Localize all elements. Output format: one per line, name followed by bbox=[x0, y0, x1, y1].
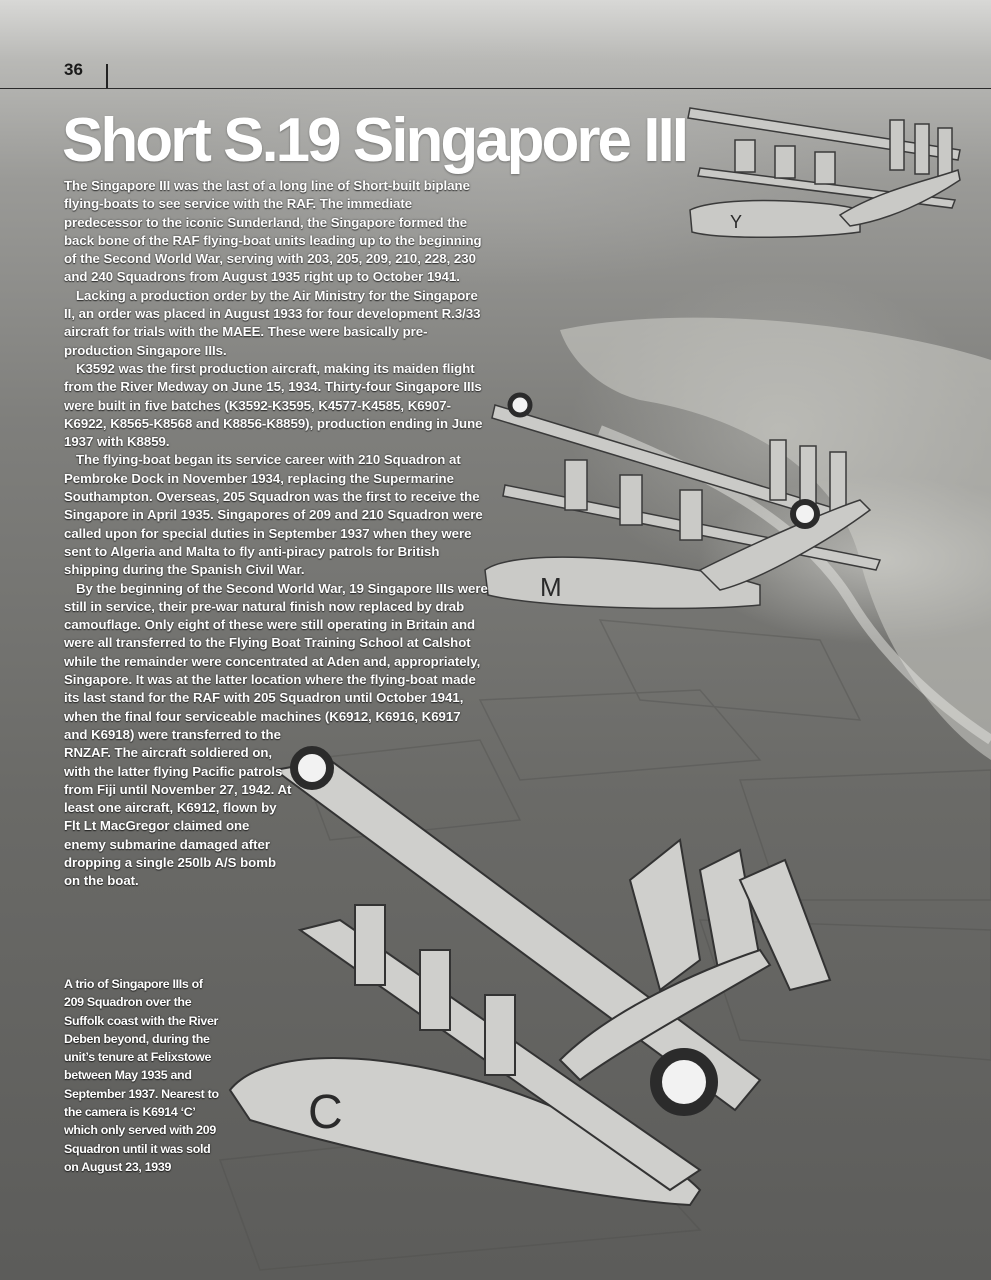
roundel-m-lower bbox=[793, 502, 817, 526]
photo-caption: A trio of Singapore IIIs of 209 Squadron over the Suffolk coast with the River Deben beyond, during the unit’s tenure at Felixstowe between May 1935 and September 1937. Nearest to the camera is K6914 ‘C’ which only served with 209 Squadron until it was sold on August 23, 1939 bbox=[64, 977, 219, 1174]
article-body bbox=[64, 177, 492, 891]
paragraph-rnzaf: and K6918) were transferred to the RNZAF. The aircraft soldiered on, with the latter flying Pacific patrols from Fiji until November 27, 1942. At least one aircraft, K6912, flown by Flt Lt MacGregor claimed one enemy submarine damaged after dropping a single 250lb A/S bomb on the boat. bbox=[64, 726, 292, 889]
aircraft-code-c: C bbox=[308, 1086, 343, 1139]
aircraft-code-y: Y bbox=[730, 212, 743, 232]
page-number: 36 bbox=[64, 60, 83, 79]
paragraph-wartime: By the beginning of the Second World War, 19 Singapore IIIs were still in service, their pre-war natural finish now replaced by drab camouflage. Only eight of these were still operating in Britain and were all transferred to the Flying Boat Training School at Calshot while the remainder were concentrated at Aden and, appropriately, Singapore. It was at the latter location where the flying-boat made its last stand for the RAF with 205 Squadron until October 1941, when the final four serviceable machines (K6912, K6916, K6917 bbox=[64, 580, 488, 724]
paragraph-production: K3592 was the first production aircraft, making its maiden flight from the River Medway on June 15, 1934. Thirty-four Singapore IIIs were built in five batches (K3592-K3595, K4577-K4585, K6907-K6922, K8565-K8568 and K8856-K8859), production ending in June 1937 with K8859. bbox=[64, 360, 483, 450]
article-title: Short S.19 Singapore III bbox=[62, 106, 686, 175]
paragraph-intro: The Singapore III was the last of a long line of Short-built biplane flying-boats to see service with the RAF. The immediate predecessor to the iconic Sunderland, the Singapore formed the back bone of the RAF flying-boat units leading up to the beginning of the Second World War, serving with 203, 205, 209, 210, 228, 230 and 240 Squadrons from August 1935 right up to October 1941. bbox=[64, 178, 482, 285]
aircraft-y bbox=[688, 108, 960, 237]
roundel-c-lower bbox=[656, 1054, 712, 1110]
roundel-m-upper bbox=[510, 395, 530, 415]
header-rule bbox=[0, 88, 991, 89]
paragraph-development: Lacking a production order by the Air Ministry for the Singapore II, an order was placed in August 1933 for four development R.3/33 aircraft for trials with the MAEE. These were basically pre-production Singapore IIIs. bbox=[64, 287, 481, 358]
folio-divider bbox=[106, 64, 108, 88]
paragraph-service: The flying-boat began its service career with 210 Squadron at Pembroke Dock in November 1934, replacing the Supermarine Southampton. Overseas, 205 Squadron was the first to receive the Singapore in April 1935. Singapores of 209 and 210 Squadron were called upon for special duties in September 1937 when they were sent to Algeria and Malta to fly anti-piracy patrols for British shipping during the Spanish Civil War. bbox=[64, 452, 483, 578]
aircraft-code-m: M bbox=[540, 572, 562, 602]
